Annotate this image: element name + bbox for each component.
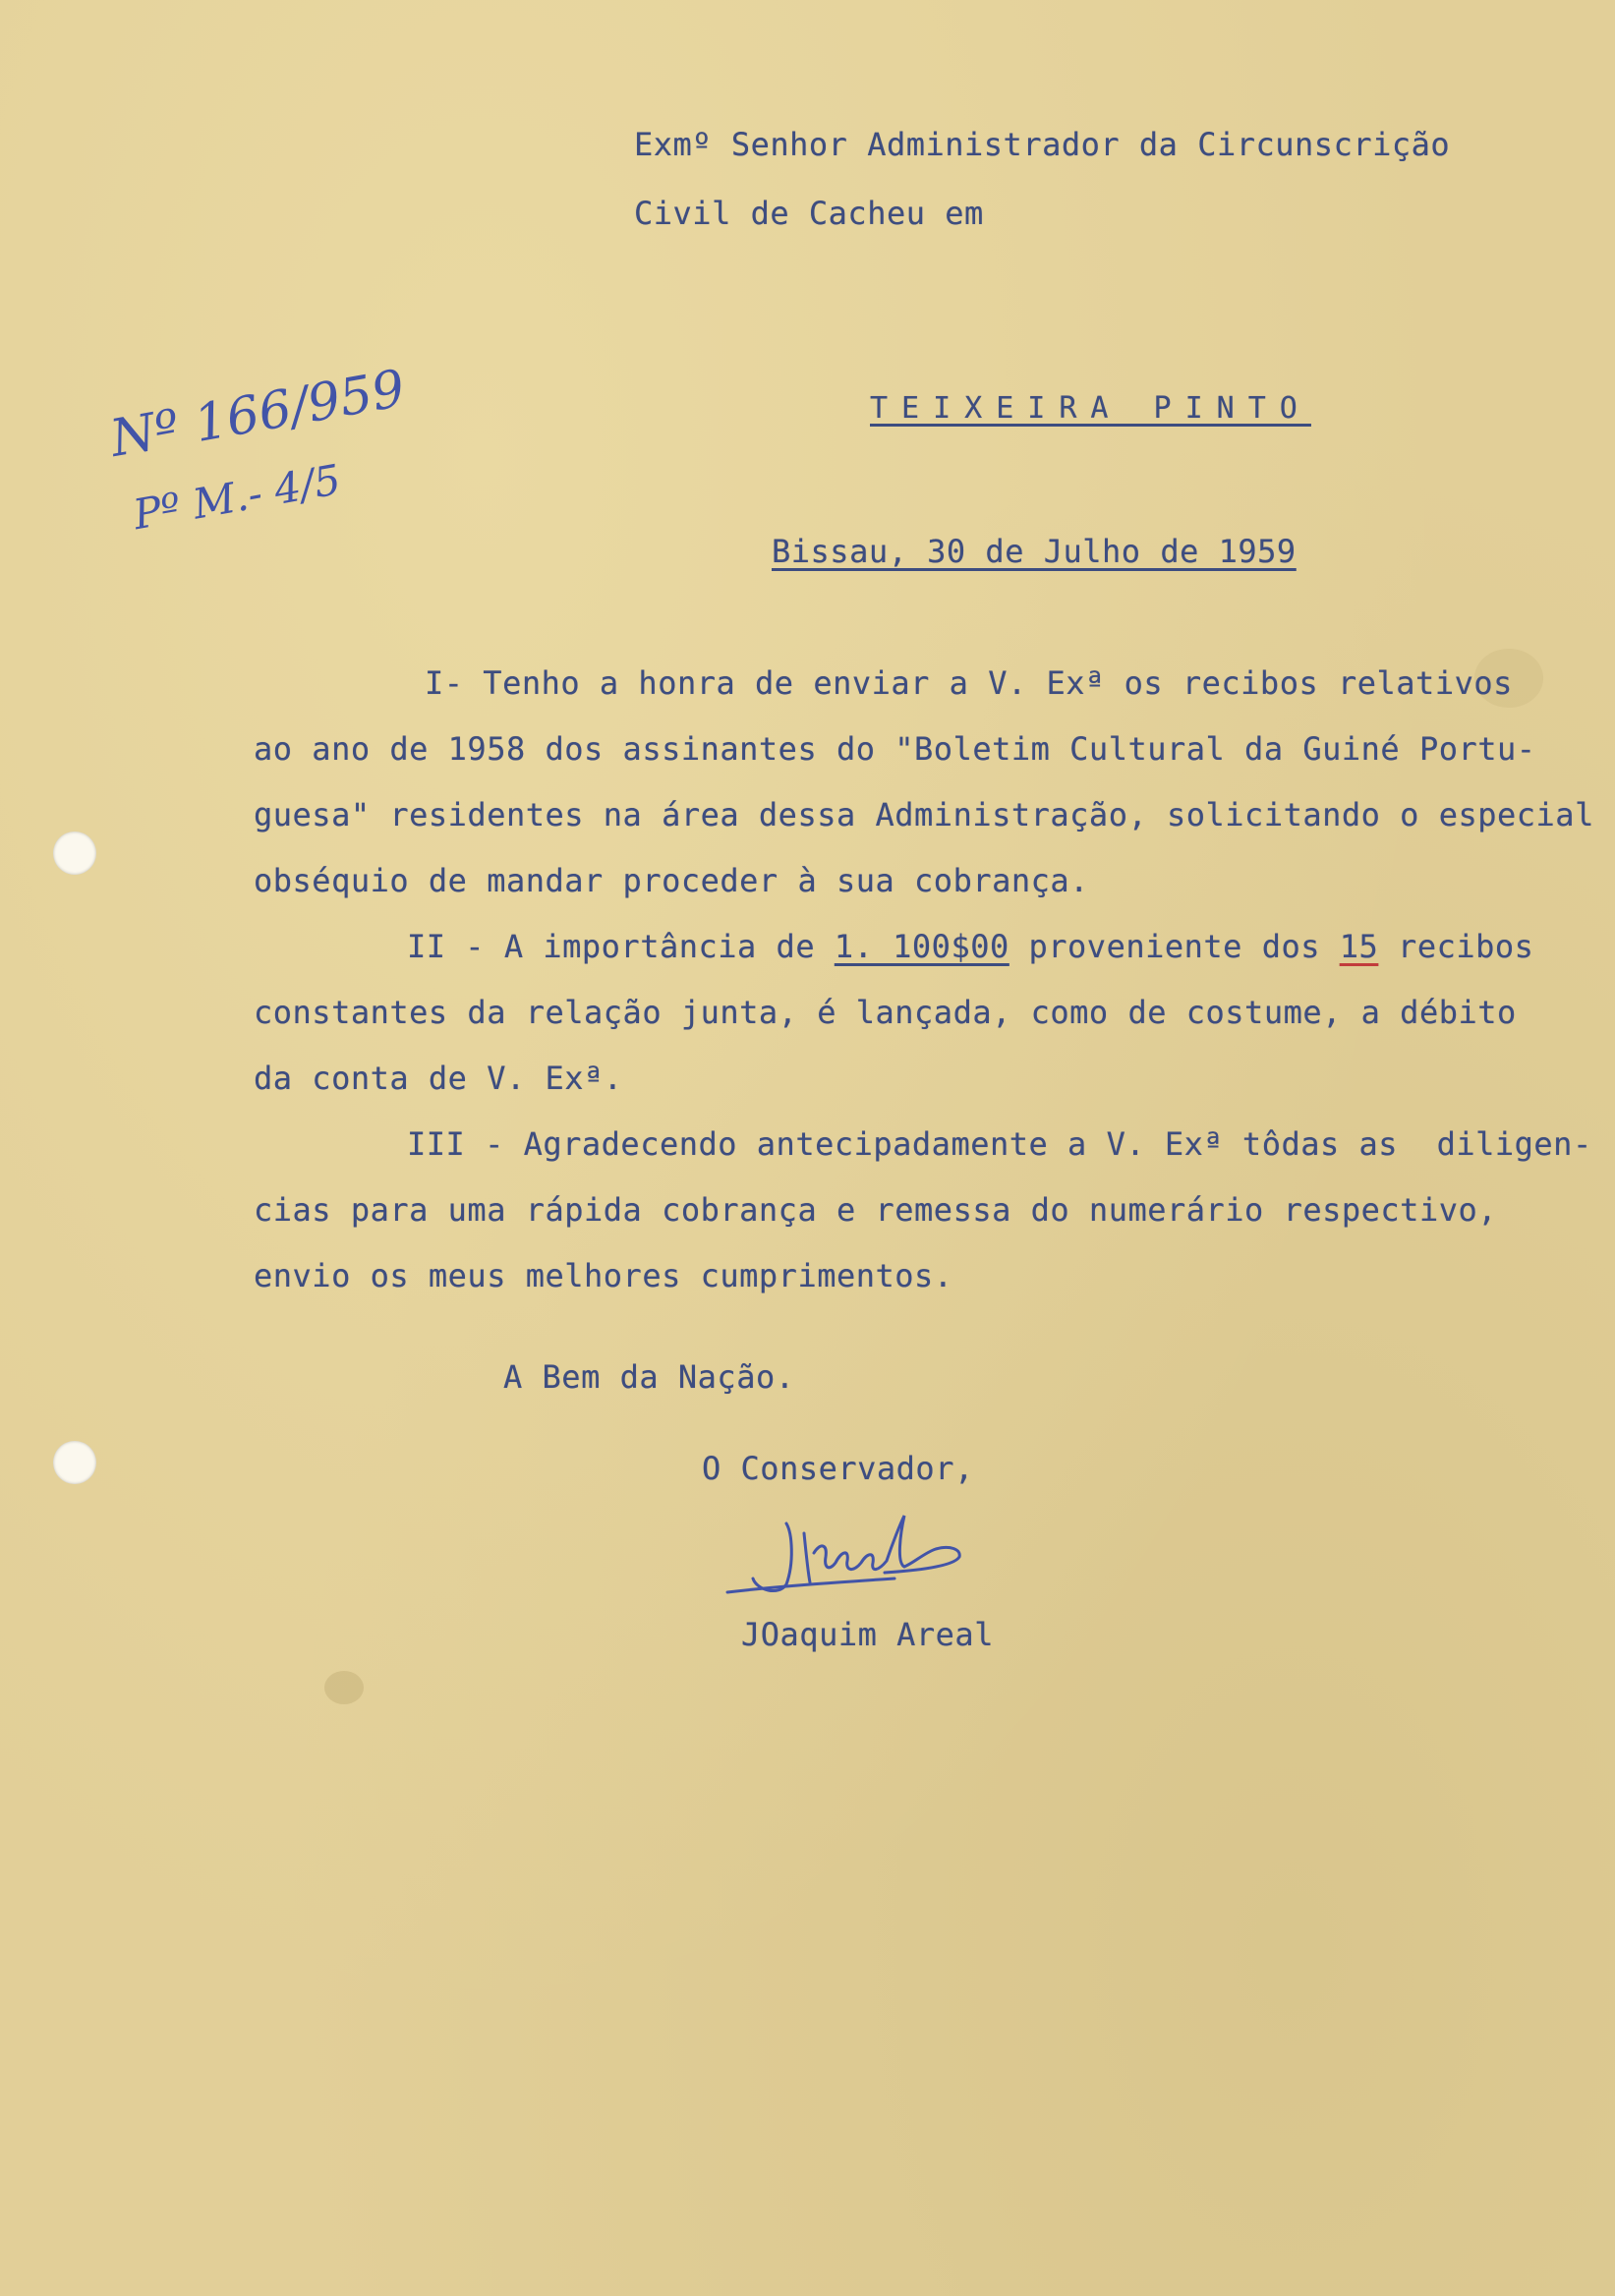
paragraph-2-text-b: proveniente dos	[1009, 928, 1340, 965]
paragraph-1-line-2: ao ano de 1958 dos assinantes do "Boletim Cultural da Guiné Portu-	[254, 730, 1536, 768]
date-line: Bissau, 30 de Julho de 1959	[772, 533, 1297, 570]
signatory-title: O Conservador,	[702, 1450, 974, 1487]
paragraph-3-line-2: cias para uma rápida cobrança e remessa do numerário respectivo,	[254, 1191, 1497, 1229]
address-line-2: Civil de Cacheu em	[634, 195, 984, 232]
signature-stroke	[753, 1523, 791, 1591]
paragraph-2-text-a: II - A importância de	[407, 928, 835, 965]
paragraph-2-line-1	[407, 928, 1533, 965]
handwritten-signature	[718, 1494, 1012, 1612]
punch-hole	[53, 832, 96, 875]
address-destination: TEIXEIRA PINTO	[870, 391, 1311, 426]
paragraph-2-line-3: da conta de V. Exª.	[254, 1060, 623, 1097]
paragraph-2-text-c: recibos	[1378, 928, 1534, 965]
paragraph-1-line-1: I- Tenho a honra de enviar a V. Exª os recibos relativos	[425, 664, 1513, 702]
paragraph-3-line-1: III - Agradecendo antecipadamente a V. Exª tôdas as diligen-	[407, 1125, 1592, 1163]
margin-note-process: Pº M.- 4/5	[130, 455, 345, 540]
amount-value: 1. 100$00	[834, 928, 1009, 965]
paper-stain	[324, 1671, 364, 1704]
address-line-1: Exmº Senhor Administrador da Circunscrição	[634, 126, 1451, 163]
paragraph-3-line-3: envio os meus melhores cumprimentos.	[254, 1257, 953, 1294]
punch-hole	[53, 1441, 96, 1484]
signature-stroke	[804, 1516, 959, 1582]
receipt-count: 15	[1339, 928, 1379, 965]
signatory-name: JOaquim Areal	[741, 1616, 994, 1653]
paragraph-1-line-4: obséquio de mandar proceder à sua cobrança.	[254, 862, 1089, 899]
paragraph-1-line-3: guesa" residentes na área dessa Administração, solicitando o especial	[254, 796, 1594, 833]
paragraph-2-line-2: constantes da relação junta, é lançada, como de costume, a débito	[254, 994, 1517, 1031]
margin-note-reference: Nº 166/959	[106, 359, 410, 470]
closing-salutation: A Bem da Nação.	[503, 1358, 795, 1396]
